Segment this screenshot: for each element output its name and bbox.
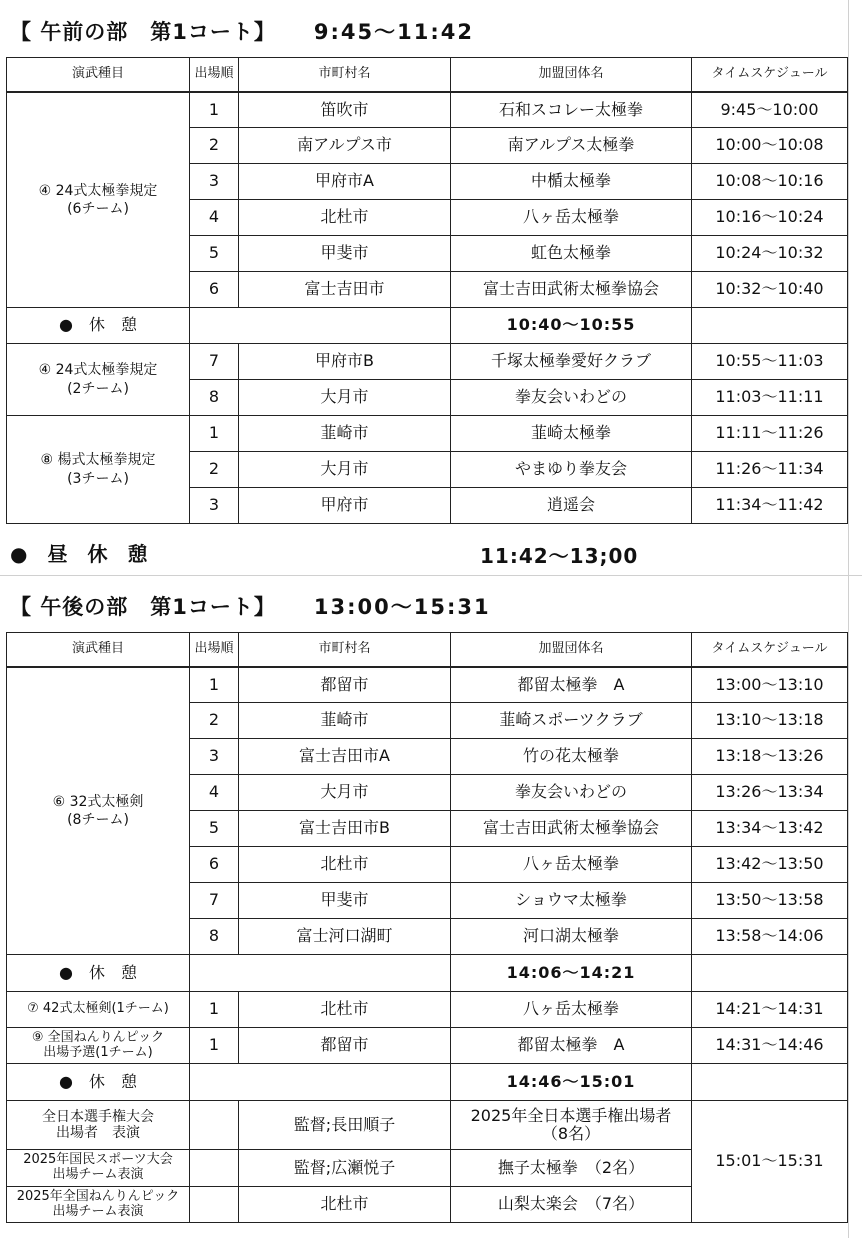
city-cell: 南アルプス市 <box>239 128 451 164</box>
team-cell: 拳友会いわどの <box>451 775 692 811</box>
team-cell: 韮崎スポーツクラブ <box>451 703 692 739</box>
afternoon-title-label: 【 午後の部 第1コート】 <box>10 595 276 619</box>
city-cell: 笛吹市 <box>239 92 451 128</box>
break-empty-cell <box>190 1064 451 1101</box>
city-cell: 監督;長田順子 <box>239 1101 451 1150</box>
break-empty-cell <box>190 308 451 344</box>
city-cell: 富士吉田市 <box>239 272 451 308</box>
break-label: ● 休 憩 <box>7 955 190 992</box>
morning-schedule-table <box>6 57 848 524</box>
team-cell: 都留太極拳 A <box>451 667 692 703</box>
team-cell: 山梨太楽会 （7名） <box>451 1187 692 1223</box>
afternoon-section-title <box>10 591 491 621</box>
order-cell: 1 <box>190 992 239 1028</box>
lunch-break-time: 11:42～13;00 <box>480 544 639 568</box>
table-row <box>7 1101 848 1150</box>
city-cell: 大月市 <box>239 380 451 416</box>
order-cell: 4 <box>190 200 239 236</box>
time-cell: 15:01～15:31 <box>692 1101 848 1223</box>
event-cell: 2025年国民スポーツ大会 出場チーム表演 <box>7 1150 190 1187</box>
break-empty-cell <box>692 308 848 344</box>
header-order: 出場順 <box>190 58 239 92</box>
table-row <box>7 344 848 380</box>
table-header-row <box>7 633 848 667</box>
order-cell: 5 <box>190 811 239 847</box>
table-row <box>7 992 848 1028</box>
event-cell: 全日本選手権大会 出場者 表演 <box>7 1101 190 1150</box>
time-cell: 10:55～11:03 <box>692 344 848 380</box>
time-cell: 13:10～13:18 <box>692 703 848 739</box>
team-cell: 竹の花太極拳 <box>451 739 692 775</box>
table-header-row <box>7 58 848 92</box>
team-cell: 都留太極拳 A <box>451 1028 692 1064</box>
header-schedule: タイムスケジュール <box>692 633 848 667</box>
order-cell: 6 <box>190 272 239 308</box>
team-cell: 八ヶ岳太極拳 <box>451 992 692 1028</box>
time-cell: 11:34～11:42 <box>692 488 848 524</box>
header-team: 加盟団体名 <box>451 633 692 667</box>
city-cell: 甲府市A <box>239 164 451 200</box>
team-cell: 中楯太極拳 <box>451 164 692 200</box>
order-cell: 3 <box>190 739 239 775</box>
header-city: 市町村名 <box>239 58 451 92</box>
order-cell: 7 <box>190 344 239 380</box>
city-cell: 韮崎市 <box>239 416 451 452</box>
team-cell: 八ヶ岳太極拳 <box>451 847 692 883</box>
team-cell: ショウマ太極拳 <box>451 883 692 919</box>
time-cell: 10:32～10:40 <box>692 272 848 308</box>
event-cell: ⑨ 全国ねんりんピック 出場予選(1チーム) <box>7 1028 190 1064</box>
city-cell: 甲斐市 <box>239 236 451 272</box>
city-cell: 甲府市B <box>239 344 451 380</box>
city-cell: 監督;広瀬悦子 <box>239 1150 451 1187</box>
time-cell: 14:31～14:46 <box>692 1028 848 1064</box>
team-cell: 河口湖太極拳 <box>451 919 692 955</box>
team-cell: 千塚太極拳愛好クラブ <box>451 344 692 380</box>
time-cell: 10:16～10:24 <box>692 200 848 236</box>
city-cell: 韮崎市 <box>239 703 451 739</box>
city-cell: 都留市 <box>239 667 451 703</box>
team-cell: やまゆり拳友会 <box>451 452 692 488</box>
break-empty-cell <box>190 955 451 992</box>
city-cell: 北杜市 <box>239 847 451 883</box>
event-cell: ⑥ 32式太極剣 (8チーム) <box>7 667 190 955</box>
time-cell: 13:50～13:58 <box>692 883 848 919</box>
order-cell <box>190 1101 239 1150</box>
time-cell: 14:21～14:31 <box>692 992 848 1028</box>
afternoon-schedule-table <box>6 632 848 1223</box>
order-cell <box>190 1187 239 1223</box>
break-empty-cell <box>692 1064 848 1101</box>
order-cell: 1 <box>190 667 239 703</box>
team-cell: 逍遥会 <box>451 488 692 524</box>
team-cell: 拳友会いわどの <box>451 380 692 416</box>
order-cell: 8 <box>190 380 239 416</box>
sheet-gridline <box>848 0 849 1238</box>
event-cell: ④ 24式太極拳規定 (2チーム) <box>7 344 190 416</box>
order-cell: 1 <box>190 416 239 452</box>
order-cell: 1 <box>190 92 239 128</box>
order-cell: 3 <box>190 488 239 524</box>
break-row <box>7 308 848 344</box>
time-cell: 13:26～13:34 <box>692 775 848 811</box>
city-cell: 都留市 <box>239 1028 451 1064</box>
team-cell: 虹色太極拳 <box>451 236 692 272</box>
event-cell: 2025年全国ねんりんピック 出場チーム表演 <box>7 1187 190 1223</box>
order-cell: 6 <box>190 847 239 883</box>
header-city: 市町村名 <box>239 633 451 667</box>
break-label: ● 休 憩 <box>7 308 190 344</box>
team-cell: 南アルプス太極拳 <box>451 128 692 164</box>
city-cell: 富士吉田市A <box>239 739 451 775</box>
sheet-gridline <box>0 575 862 576</box>
table-row <box>7 416 848 452</box>
time-cell: 13:00～13:10 <box>692 667 848 703</box>
team-cell: 2025年全日本選手権出場者 （8名） <box>451 1101 692 1150</box>
lunch-break-label: ● 昼 休 憩 <box>10 542 148 566</box>
header-order: 出場順 <box>190 633 239 667</box>
time-cell: 11:26～11:34 <box>692 452 848 488</box>
order-cell: 2 <box>190 703 239 739</box>
city-cell: 甲斐市 <box>239 883 451 919</box>
time-cell: 11:11～11:26 <box>692 416 848 452</box>
order-cell: 1 <box>190 1028 239 1064</box>
table-row <box>7 92 848 128</box>
time-cell: 11:03～11:11 <box>692 380 848 416</box>
header-schedule: タイムスケジュール <box>692 58 848 92</box>
break-time: 14:06～14:21 <box>451 955 692 992</box>
order-cell: 8 <box>190 919 239 955</box>
team-cell: 富士吉田武術太極拳協会 <box>451 811 692 847</box>
morning-title-label: 【 午前の部 第1コート】 <box>10 20 276 44</box>
time-cell: 9:45～10:00 <box>692 92 848 128</box>
time-cell: 13:42～13:50 <box>692 847 848 883</box>
header-team: 加盟団体名 <box>451 58 692 92</box>
break-label: ● 休 憩 <box>7 1064 190 1101</box>
city-cell: 北杜市 <box>239 992 451 1028</box>
order-cell: 4 <box>190 775 239 811</box>
time-cell: 13:58～14:06 <box>692 919 848 955</box>
team-cell: 富士吉田武術太極拳協会 <box>451 272 692 308</box>
time-cell: 13:18～13:26 <box>692 739 848 775</box>
break-row <box>7 1064 848 1101</box>
order-cell: 5 <box>190 236 239 272</box>
team-cell: 撫子太極拳 （2名） <box>451 1150 692 1187</box>
team-cell: 八ヶ岳太極拳 <box>451 200 692 236</box>
city-cell: 甲府市 <box>239 488 451 524</box>
order-cell: 7 <box>190 883 239 919</box>
time-cell: 10:24～10:32 <box>692 236 848 272</box>
break-time: 10:40～10:55 <box>451 308 692 344</box>
order-cell <box>190 1150 239 1187</box>
event-cell: ⑧ 楊式太極拳規定 (3チーム) <box>7 416 190 524</box>
time-cell: 13:34～13:42 <box>692 811 848 847</box>
city-cell: 北杜市 <box>239 200 451 236</box>
afternoon-time-range: 13:00～15:31 <box>313 595 491 619</box>
header-event: 演武種目 <box>7 58 190 92</box>
break-empty-cell <box>692 955 848 992</box>
team-cell: 韮崎太極拳 <box>451 416 692 452</box>
order-cell: 2 <box>190 452 239 488</box>
order-cell: 3 <box>190 164 239 200</box>
event-cell: ⑦ 42式太極剣(1チーム) <box>7 992 190 1028</box>
order-cell: 2 <box>190 128 239 164</box>
city-cell: 富士河口湖町 <box>239 919 451 955</box>
time-cell: 10:08～10:16 <box>692 164 848 200</box>
header-event: 演武種目 <box>7 633 190 667</box>
break-time: 14:46～15:01 <box>451 1064 692 1101</box>
event-cell: ④ 24式太極拳規定 (6チーム) <box>7 92 190 308</box>
morning-section-title <box>10 16 474 46</box>
city-cell: 北杜市 <box>239 1187 451 1223</box>
morning-time-range: 9:45～11:42 <box>313 20 475 44</box>
break-row <box>7 955 848 992</box>
table-row <box>7 667 848 703</box>
time-cell: 10:00～10:08 <box>692 128 848 164</box>
team-cell: 石和スコレー太極拳 <box>451 92 692 128</box>
city-cell: 大月市 <box>239 775 451 811</box>
table-row <box>7 1028 848 1064</box>
city-cell: 大月市 <box>239 452 451 488</box>
city-cell: 富士吉田市B <box>239 811 451 847</box>
